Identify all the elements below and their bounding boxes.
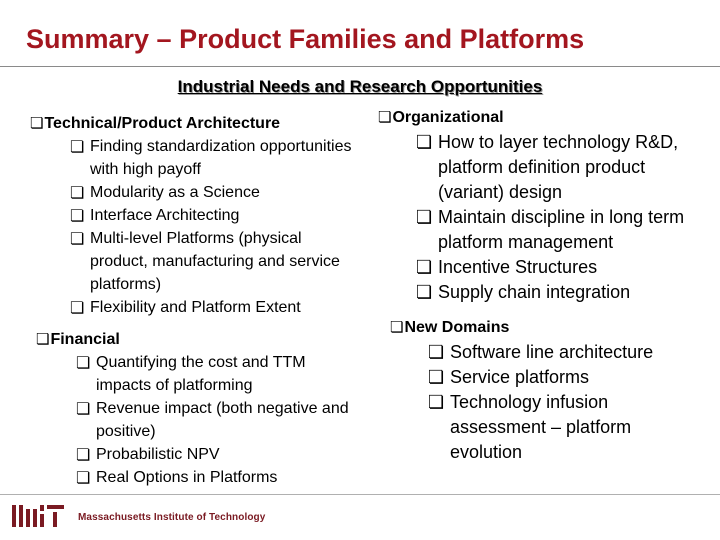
checkbox-bullet-icon: ❏: [76, 399, 91, 418]
checkbox-bullet-icon: ❏: [76, 353, 91, 372]
checkbox-bullet-icon: ❏: [70, 298, 85, 317]
list-item-text: Finding standardization opportunities with high payoff: [90, 138, 352, 178]
section-heading-text: Financial: [50, 331, 120, 348]
list-item-text: Modularity as a Science: [90, 184, 260, 201]
list-item-text: Interface Architecting: [90, 207, 240, 224]
list-item: [416, 205, 706, 255]
list-item: [70, 296, 360, 319]
checkbox-bullet-icon: ❏: [416, 257, 433, 278]
list-item: [428, 340, 698, 365]
checkbox-bullet-icon: ❏: [416, 282, 433, 303]
checkbox-bullet-icon: ❏: [416, 207, 433, 228]
list-item-text: How to layer technology R&D, platform definition product (variant) design: [438, 132, 679, 202]
list-item: [76, 351, 356, 397]
section-heading-text: Organizational: [392, 109, 504, 126]
list-item: [428, 365, 698, 390]
list-item: [416, 130, 706, 205]
title-divider: [0, 66, 720, 67]
list-item-text: Probabilistic NPV: [96, 446, 220, 463]
list-item: [70, 181, 360, 204]
section-new-domains-heading: [390, 318, 509, 337]
checkbox-bullet-icon: ❏: [378, 108, 392, 126]
section-heading-text: Technical/Product Architecture: [44, 115, 281, 132]
checkbox-bullet-icon: ❏: [70, 229, 85, 248]
list-item-text: Maintain discipline in long term platform management: [438, 207, 685, 252]
list-item: [70, 204, 360, 227]
list-item-text: Supply chain integration: [438, 282, 631, 302]
list-item: [70, 135, 360, 181]
checkbox-bullet-icon: ❏: [70, 137, 85, 156]
section-organizational-heading: [378, 108, 504, 127]
new-domains-list: [428, 340, 698, 465]
checkbox-bullet-icon: ❏: [76, 468, 91, 487]
organizational-list: [416, 130, 706, 305]
list-item: [416, 255, 706, 280]
checkbox-bullet-icon: ❏: [70, 183, 85, 202]
section-financial-heading: [36, 330, 120, 349]
list-item-text: Quantifying the cost and TTM impacts of platforming: [96, 354, 306, 394]
list-item-text: Technology infusion assessment – platform evolution: [450, 392, 632, 462]
slide-subtitle: Industrial Needs and Research Opportunities: [177, 77, 543, 96]
checkbox-bullet-icon: ❏: [428, 392, 445, 413]
section-technical-heading: [30, 114, 280, 133]
checkbox-bullet-icon: ❏: [416, 132, 433, 153]
checkbox-bullet-icon: ❏: [428, 342, 445, 363]
technical-list: [70, 135, 360, 319]
section-heading-text: New Domains: [404, 319, 510, 336]
list-item: [428, 390, 698, 465]
mit-logo-icon: [12, 505, 64, 527]
list-item-text: Service platforms: [450, 367, 590, 387]
checkbox-bullet-icon: ❏: [390, 318, 404, 336]
list-item-text: Incentive Structures: [438, 257, 598, 277]
list-item: [416, 280, 706, 305]
list-item: [76, 443, 356, 466]
list-item-text: Multi-level Platforms (physical product, manufacturing and service platforms): [90, 230, 340, 293]
list-item-text: Real Options in Platforms: [96, 469, 278, 486]
footer-divider: [0, 494, 720, 495]
list-item-text: Flexibility and Platform Extent: [90, 299, 301, 316]
slide-title: Summary – Product Families and Platforms: [26, 24, 585, 54]
checkbox-bullet-icon: ❏: [70, 206, 85, 225]
checkbox-bullet-icon: ❏: [428, 367, 445, 388]
financial-list: [76, 351, 356, 489]
list-item-text: Software line architecture: [450, 342, 654, 362]
checkbox-bullet-icon: ❏: [30, 114, 44, 132]
institution-name: Massachusetts Institute of Technology: [78, 512, 266, 523]
list-item: [76, 397, 356, 443]
list-item: [76, 466, 356, 489]
checkbox-bullet-icon: ❏: [76, 445, 91, 464]
checkbox-bullet-icon: ❏: [36, 330, 50, 348]
list-item: [70, 227, 360, 296]
list-item-text: Revenue impact (both negative and positive): [96, 400, 349, 440]
